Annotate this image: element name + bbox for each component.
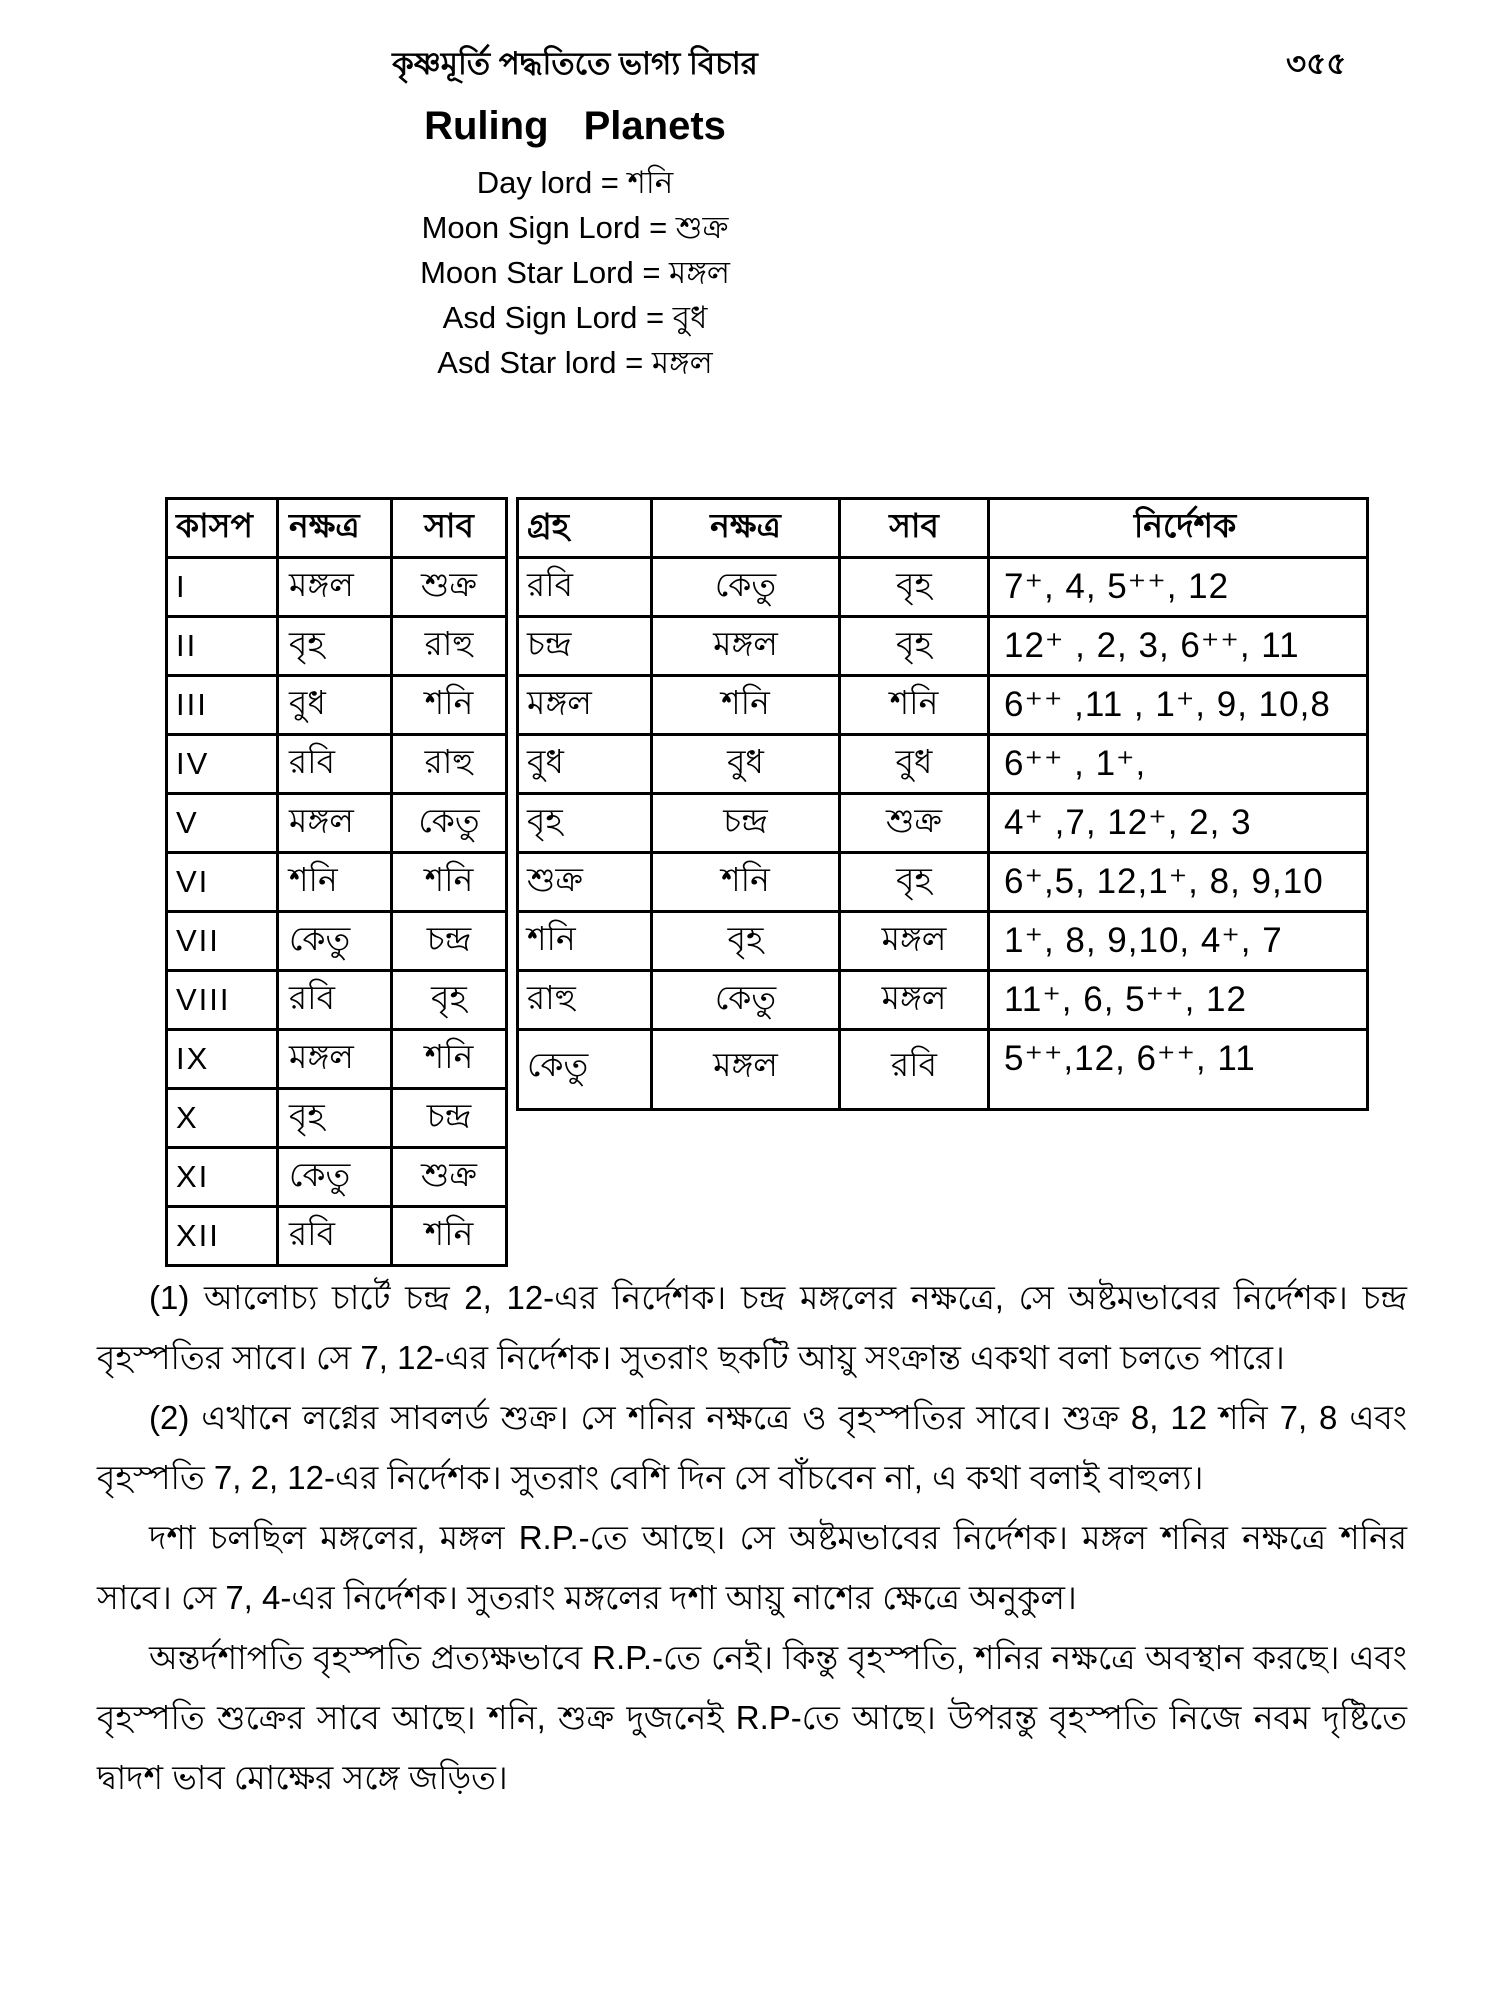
table-cell: IX [167,1030,278,1089]
table-row [167,853,507,912]
table-row [518,558,1368,617]
ruling-planets-list [420,160,730,385]
table-cell: শনি [392,676,507,735]
planet-significator-table [516,497,1369,1111]
table-cell: মঙ্গল [652,617,840,676]
table-cell: বৃহ [392,971,507,1030]
header-row [518,499,1368,558]
table-cell: বৃহ [840,853,989,912]
table-cell: মঙ্গল [652,1030,840,1110]
table-cell: II [167,617,278,676]
table-cell: বৃহ [840,558,989,617]
table-cell: মঙ্গল [278,794,392,853]
ruling-planet-line: Day lord = শনি [476,165,674,200]
table-row [167,1030,507,1089]
table-cell: শুক্র [518,853,652,912]
table-cell: 7⁺, 4, 5⁺⁺, 12 [989,558,1368,617]
header-row [167,499,507,558]
table-cell: 6⁺⁺ ,11 , 1⁺, 9, 10,8 [989,676,1368,735]
body-paragraphs [97,1268,1407,1808]
table-cell: V [167,794,278,853]
table-cell: XII [167,1207,278,1266]
table-cell: XI [167,1148,278,1207]
table-cell: বৃহ [278,1089,392,1148]
table-cell: কেতু [652,971,840,1030]
cusp-table [165,497,508,1267]
section-title: Ruling Planets [424,104,726,148]
table-row [167,794,507,853]
cusp-table-body [167,558,507,1266]
table-cell: কেতু [278,912,392,971]
table-cell: চন্দ্র [392,1089,507,1148]
table-cell: বুধ [518,735,652,794]
table-row [167,1089,507,1148]
table-cell: কেতু [518,1030,652,1110]
table-row [167,912,507,971]
body-paragraph: অন্তর্দশাপতি বৃহস্পতি প্রত্যক্ষভাবে R.P.-তে নেই। কিন্তু বৃহস্পতি, শনির নক্ষত্রে অবস্থান করছে। এবং বৃহস্পতি শুক্রের সাবে আছে। শনি, শুক্র দুজনেই R.P-তে আছে। উপরন্তু বৃহস্পতি নিজে নবম দৃষ্টিতে দ্বাদশ ভাব মোক্ষের সঙ্গে জড়িত। [97,1639,1407,1796]
table-cell: 12⁺ , 2, 3, 6⁺⁺, 11 [989,617,1368,676]
table-cell: 11⁺, 6, 5⁺⁺, 12 [989,971,1368,1030]
table-cell: শনি [518,912,652,971]
table-cell: কেতু [652,558,840,617]
table-row [518,912,1368,971]
table-cell: মঙ্গল [278,1030,392,1089]
table-cell: চন্দ্র [392,912,507,971]
tables-row [165,497,1369,1267]
table-cell: 4⁺ ,7, 12⁺, 2, 3 [989,794,1368,853]
table-cell: শনি [392,1030,507,1089]
table-row [518,617,1368,676]
body-paragraph: দশা চলছিল মঙ্গলের, মঙ্গল R.P.-তে আছে। সে অষ্টমভাবের নির্দেশক। মঙ্গল শনির নক্ষত্রে শনির সাবে। সে 7, 4-এর নির্দেশক। সুতরাং মঙ্গলের দশা আয়ু নাশের ক্ষেত্রে অনুকুল। [97,1519,1407,1616]
table-cell: রাহু [518,971,652,1030]
table-cell: রবি [840,1030,989,1110]
table-cell: মঙ্গল [518,676,652,735]
table-cell: বুধ [840,735,989,794]
table-row [167,558,507,617]
table-row [167,617,507,676]
column-header: গ্রহ [518,499,652,558]
table-cell: বৃহ [278,617,392,676]
table-cell: মঙ্গল [840,971,989,1030]
table-cell: শুক্র [840,794,989,853]
table-cell: VIII [167,971,278,1030]
table-cell: শনি [652,676,840,735]
table-cell: রবি [278,971,392,1030]
table-cell: শনি [652,853,840,912]
table-cell: শুক্র [392,558,507,617]
table-cell: রবি [518,558,652,617]
table-cell: শনি [278,853,392,912]
table-cell: রবি [278,735,392,794]
table-cell: X [167,1089,278,1148]
column-header: নক্ষত্র [278,499,392,558]
column-header: নক্ষত্র [652,499,840,558]
table-cell: 1⁺, 8, 9,10, 4⁺, 7 [989,912,1368,971]
table-cell: চন্দ্র [652,794,840,853]
table-cell: শুক্র [392,1148,507,1207]
table-row [518,853,1368,912]
ruling-planet-line: Moon Sign Lord = শুক্র [421,210,729,245]
table-cell: মঙ্গল [840,912,989,971]
page-number: ৩৫৫ [1286,46,1347,81]
table-cell: I [167,558,278,617]
table-cell: VII [167,912,278,971]
table-row [167,735,507,794]
table-cell: মঙ্গল [278,558,392,617]
table-row [518,794,1368,853]
table-cell: শনি [840,676,989,735]
table-cell: 6⁺,5, 12,1⁺, 8, 9,10 [989,853,1368,912]
table-cell: রাহু [392,735,507,794]
table-row [518,1030,1368,1110]
column-header: কাসপ [167,499,278,558]
table-row [518,971,1368,1030]
column-header: সাব [840,499,989,558]
planet-table-body [518,558,1368,1110]
table-cell: বৃহ [518,794,652,853]
table-cell: কেতু [278,1148,392,1207]
table-cell: IV [167,735,278,794]
ruling-planet-line: Asd Star lord = মঙ্গল [437,345,713,380]
table-cell: রাহু [392,617,507,676]
table-cell: III [167,676,278,735]
body-paragraph: (1) আলোচ্য চার্টে চন্দ্র 2, 12-এর নির্দেশক। চন্দ্র মঙ্গলের নক্ষত্রে, সে অষ্টমভাবের নির্দেশক। চন্দ্র বৃহস্পতির সাবে। সে 7, 12-এর নির্দেশক। সুতরাং ছকটি আয়ু সংক্রান্ত একথা বলা চলতে পারে। [97,1279,1407,1376]
running-header: কৃষ্ণমূর্তি পদ্ধতিতে ভাগ্য বিচার [392,46,758,81]
table-cell: রবি [278,1207,392,1266]
table-cell: বুধ [652,735,840,794]
table-cell: বৃহ [652,912,840,971]
table-cell: বৃহ [840,617,989,676]
table-row [518,676,1368,735]
table-row [167,676,507,735]
table-cell: VI [167,853,278,912]
table-row [167,971,507,1030]
table-row [518,735,1368,794]
table-cell: শনি [392,853,507,912]
table-cell: চন্দ্র [518,617,652,676]
cusp-table-head [167,499,507,558]
planet-table-head [518,499,1368,558]
table-cell: 6⁺⁺ , 1⁺, [989,735,1368,794]
table-cell: শনি [392,1207,507,1266]
column-header: সাব [392,499,507,558]
table-cell: কেতু [392,794,507,853]
table-row [167,1148,507,1207]
body-paragraph: (2) এখানে লগ্নের সাবলর্ড শুক্র। সে শনির নক্ষত্রে ও বৃহস্পতির সাবে। শুক্র 8, 12 শনি 7, 8 এবং বৃহস্পতি 7, 2, 12-এর নির্দেশক। সুতরাং বেশি দিন সে বাঁচবেন না, এ কথা বলাই বাহুল্য। [97,1399,1407,1496]
column-header: নির্দেশক [989,499,1368,558]
table-cell: বুধ [278,676,392,735]
ruling-planet-line: Moon Star Lord = মঙ্গল [420,255,730,290]
table-cell: 5⁺⁺,12, 6⁺⁺, 11 [989,1030,1368,1110]
ruling-planet-line: Asd Sign Lord = বুধ [442,300,708,335]
table-row [167,1207,507,1266]
